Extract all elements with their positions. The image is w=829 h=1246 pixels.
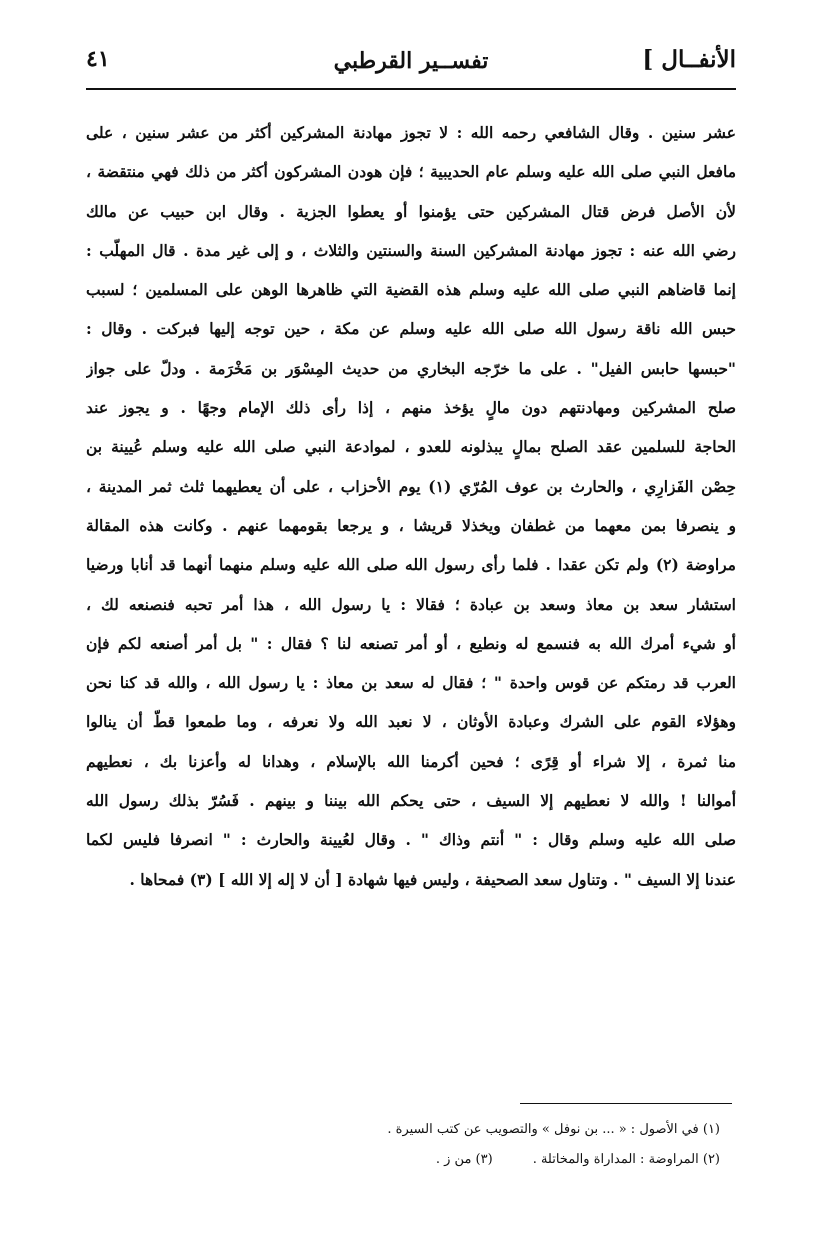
text-line: و ينصرفا بمن معهما من غطفان ويخذلا قريشا ، و يرجعا بقومهما عنهم . وكانت هذه المقالة [86,515,736,535]
footnote [230,1115,720,1145]
text-line: الحاجة للسلمين عقد الصلح بمالٍ يبذلونه للعدو ، لموادعة النبي صلى الله عليه وسلم عُيينة بن [86,437,736,457]
footnote-text: (٣) من ز . [435,1152,493,1167]
book-title: تفســير القرطبي [333,48,489,74]
footnotes [230,1115,720,1175]
footnote [230,1145,720,1175]
text-line: عندنا إلا السيف " . وتناول سعد الصحيفة ، وليس فيها شهادة [ أن لا إله إلا الله ] (٣) فمحاها . [129,869,736,889]
text-line: رضي الله عنه : تجوز مهادنة المشركين السنة والسنتين والثلاث ، و إلى غير مدة . قال المهلّب : [86,240,736,260]
text-line: أموالنا ! والله لا نعطيهم إلا السيف ، حتى يحكم الله بيننا و بينهم . فَسُرّ بذلك رسول الله [86,791,736,811]
text-line: صلح المشركين ومهادنتهم دون مالٍ يؤخذ منهم ، إذا رأى ذلك الإمام وجهًا . و يجوز عند [86,398,736,418]
text-line: وهؤلاء القوم على الشرك وعبادة الأوثان ، لا نعبد الله ولا نعرفه ، وما طمعوا قطّ أن ينالوا [86,712,736,732]
text-line: عشر سنين . وقال الشافعي رحمه الله : لا تجوز مهادنة المشركين أكثر من عشر سنين ، على [86,123,736,142]
text-line: "حبسها حابس الفيل" . على ما خرّجه البخاري من حديث المِسْوَر بن مَخْرَمة . ودلّ على جواز [86,358,736,378]
page-header [86,40,736,90]
page-number: ٤١ [86,46,110,72]
text-line: إنما قاضاهم النبي صلى الله عليه وسلم هذه القضية التي ظاهرها الوهن على المسلمين ؛ لسبب [86,280,736,300]
text-line: أو شيء أمرك الله به فنسمع له ونطيع ، أو أمر تصنعه لنا ؟ فقال : " بل أمر أصنعه لكم فإن [86,633,736,653]
body-text [86,113,736,899]
footnote-text: (١) في الأصول : « ... بن نوفل » والتصويب عن كتب السيرة . [387,1122,720,1137]
text-line: منا ثمرة ، إلا شراء أو قِرًى ؛ فحين أكرمنا الله بالإسلام ، وهدانا له وأعزنا بك ، نعطيهم [86,751,736,771]
text-line: لأن الأصل فرض قتال المشركين حتى يؤمنوا أو يعطوا الجزية . وقال ابن حبيب عن مالك [86,201,736,221]
footnote-text: (٢) المراوضة : المداراة والمخاتلة . [532,1152,720,1167]
text-line: مراوضة (٢) ولم تكن عقدا . فلما رأى رسول الله صلى الله عليه وسلم منهما أنهما قد أنابا ورضيا [86,555,736,575]
text-line: حِصْن الفَزارِي ، والحارث بن عوف المُرّي (١) يوم الأحزاب ، على أن يعطيهما ثلث ثمر المدينة ، [86,476,736,496]
text-line: حبس الله ناقة رسول الله صلى الله عليه وسلم عن مكة ، حين توجه إليها فبركت . وقال : [86,319,736,339]
text-line: مافعل النبي صلى الله عليه وسلم عام الحديبية ؛ فإن هودن المشركون أكثر من ذلك فهي منتقضة ، [86,162,736,182]
text-line: صلى الله عليه وسلم وقال : " أنتم وذاك " . وقال لعُيينة والحارث : " انصرفا فليس لكما [86,830,736,850]
surah-name: الأنفــال ] [642,46,736,73]
footnote-rule [520,1103,732,1104]
text-line: العرب قد رمتكم عن قوس واحدة " ؛ فقال له سعد بن معاذ : يا رسول الله ، والله قد كنا نحن [86,673,736,693]
text-line: استشار سعد بن معاذ وسعد بن عبادة ؛ فقالا : يا رسول الله ، هذا أمر تحبه فنصنعه لك ، [86,594,736,614]
header-rule [86,88,736,90]
